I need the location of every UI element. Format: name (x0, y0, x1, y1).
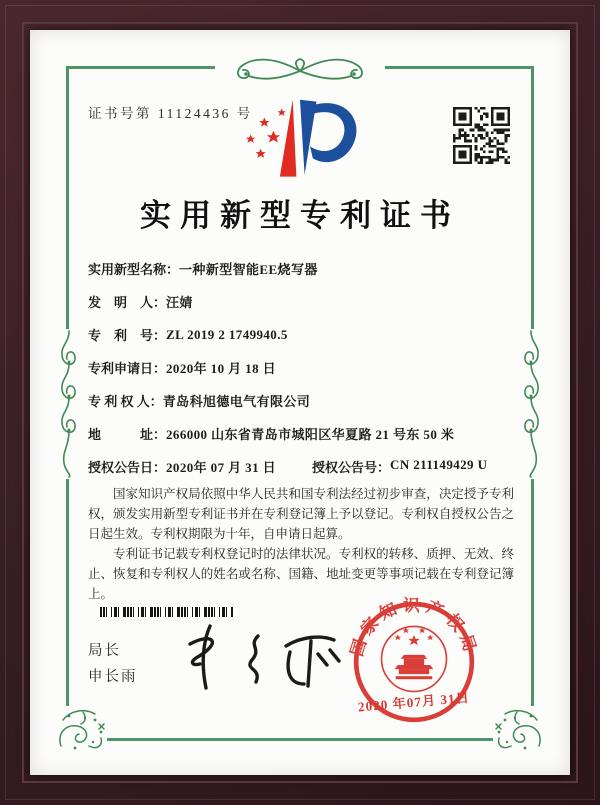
qr-code-icon (453, 107, 510, 169)
bottom-left-floral-ornament (55, 706, 107, 754)
field-value: 266000 山东省青岛市城阳区华夏路 21 号东 50 米 (166, 427, 455, 442)
field-value: CN 211149429 U (390, 457, 488, 472)
left-scroll-ornament (56, 329, 82, 479)
legal-paragraph-2: 专利证书记载专利权登记时的法律状况。专利权的转移、质押、无效、终止、恢复和专利权人的姓名或名称、国籍、地址变更等事项记载在专利登记簿上。 (88, 547, 514, 601)
field-label: 实用新型名称： (88, 262, 180, 277)
field-row-patent-no (88, 318, 516, 351)
field-row-address (88, 417, 516, 450)
top-flourish-ornament (215, 49, 385, 89)
certificate-title: 实用新型专利证书 (140, 198, 460, 233)
field-row-name (88, 252, 516, 285)
grant-number-pair (312, 457, 487, 476)
field-value: ZL 2019 2 1749940.5 (166, 326, 288, 342)
seal-ring-text: 国家知识产权局 (348, 596, 480, 659)
field-label: 地 址： (88, 427, 167, 442)
field-label: 发 明 人： (88, 295, 167, 310)
seal-date: 2020 年07月 31日 (357, 689, 471, 715)
certificate-page (30, 30, 570, 775)
field-value: 青岛科旭德电气有限公司 (162, 394, 311, 409)
field-list (88, 252, 516, 483)
field-label: 专利申请日： (88, 361, 167, 376)
svg-text:国家知识产权局 (348, 596, 480, 659)
field-row-patentee (88, 384, 516, 417)
field-label: 授权公告日： (88, 460, 167, 475)
bottom-right-floral-ornament (493, 706, 545, 754)
officer-name: 申长雨 (88, 669, 138, 685)
field-label: 授权公告号： (312, 460, 391, 475)
field-row-grant (88, 450, 516, 483)
officer-block (88, 638, 138, 690)
legal-text (88, 484, 514, 604)
officer-title: 局长 (88, 643, 121, 659)
certificate-number: 证书号第 11124436 号 (88, 106, 253, 121)
field-row-filing-date (88, 351, 516, 384)
field-label: 专 利 号： (88, 328, 167, 343)
field-value: 2020年 07 月 31 日 (166, 460, 277, 475)
legal-paragraph-1: 国家知识产权局依照中华人民共和国专利法经过初步审查，决定授予专利权，颁发实用新型专利证书并在专利登记簿上予以登记。专利权自授权公告之日起生效。专利权期限为十年，自申请日起算。 (88, 487, 514, 541)
cnipa-logo-icon (236, 92, 364, 193)
signature-handwritten-icon (170, 610, 350, 707)
right-scroll-ornament (518, 329, 544, 479)
official-seal-icon (348, 596, 480, 737)
field-value: 2020年 10 月 18 日 (166, 361, 277, 376)
field-label: 专 利 权 人： (88, 394, 163, 409)
field-row-inventor (88, 285, 516, 318)
field-value: 汪婧 (166, 295, 193, 310)
field-value: 一种新型智能EE烧写器 (179, 262, 318, 277)
